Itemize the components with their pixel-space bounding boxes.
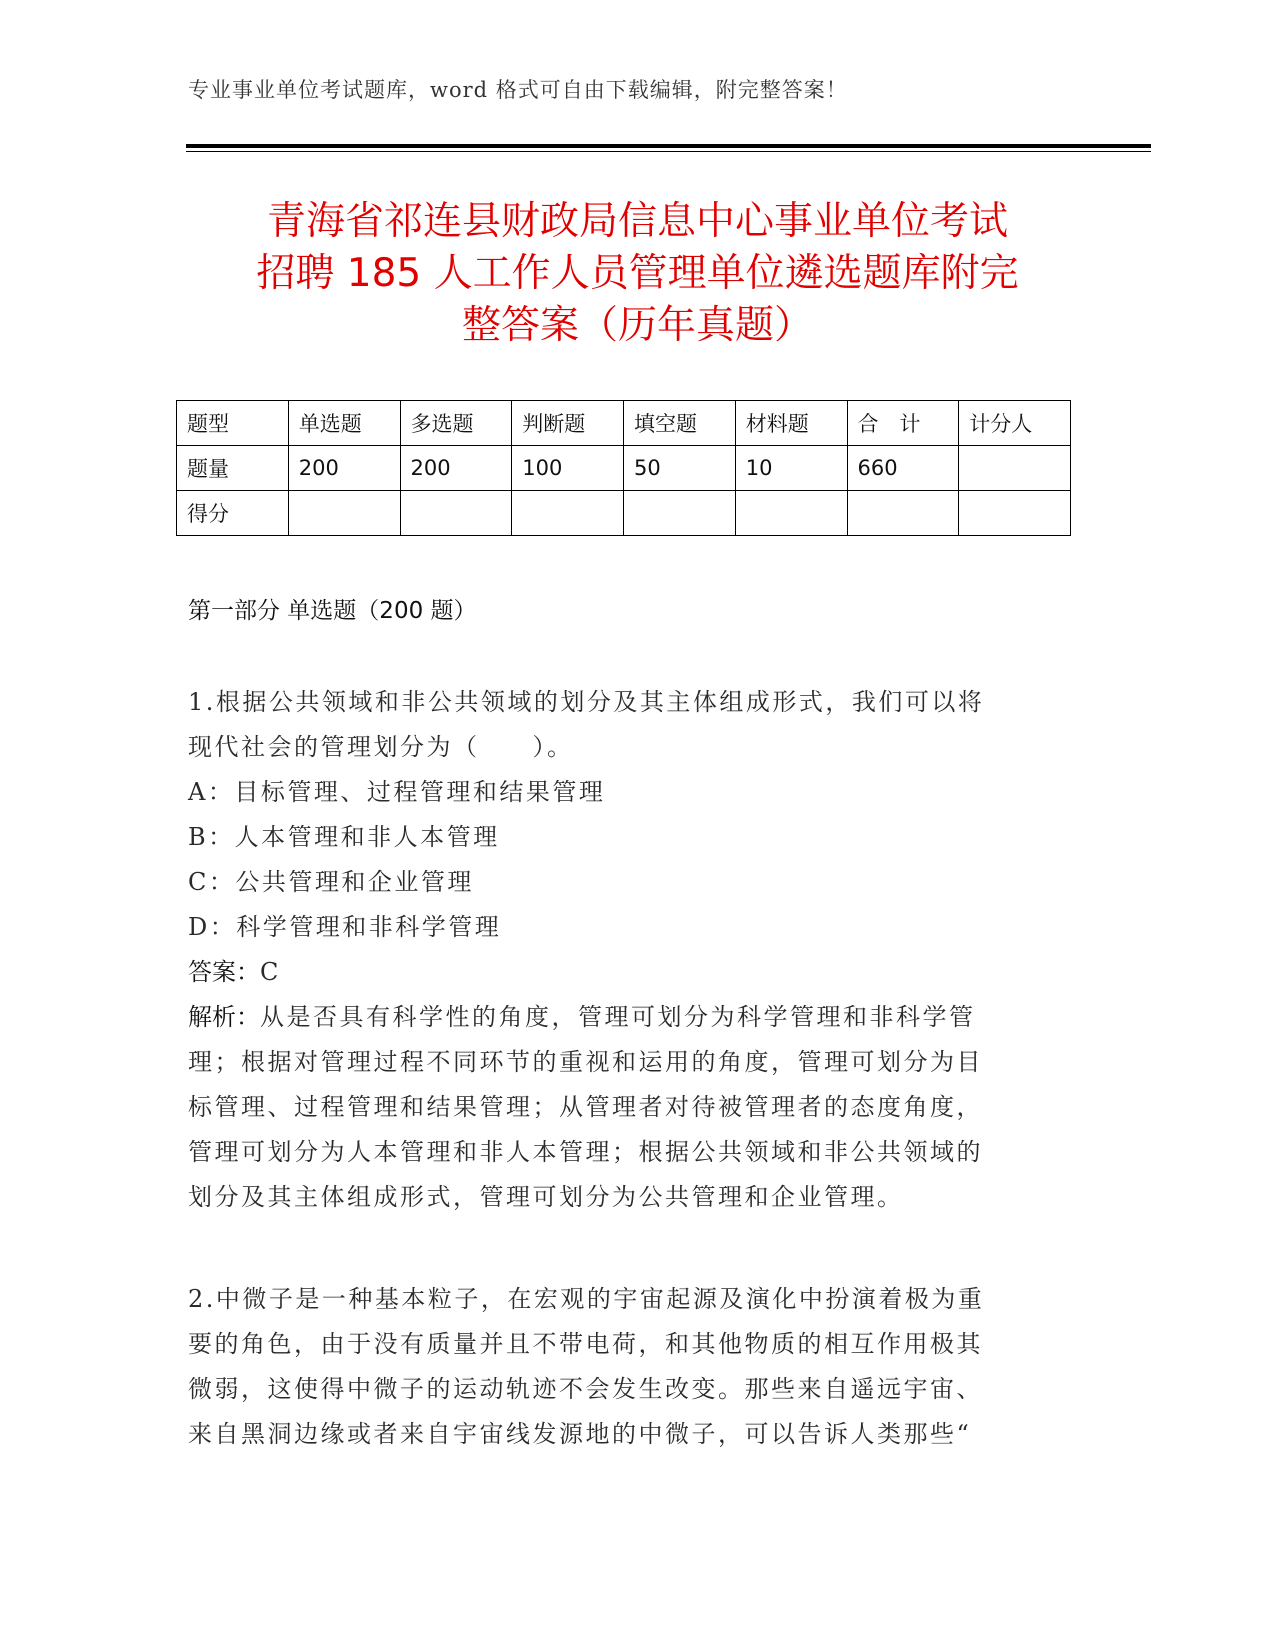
score-table-score-row	[177, 491, 1071, 536]
question-stem: 2.中微子是一种基本粒子，在宏观的宇宙起源及演化中扮演着极为重	[188, 1285, 985, 1313]
question-stem: 要的角色，由于没有质量并且不带电荷，和其他物质的相互作用极其	[188, 1330, 983, 1358]
option-b: B：人本管理和非人本管理	[188, 823, 500, 851]
question-2	[188, 1277, 1058, 1457]
header-cell: 材料题	[735, 401, 847, 446]
score-cell	[400, 491, 512, 536]
score-table-count-row	[177, 446, 1071, 491]
count-cell: 200	[400, 446, 512, 491]
question-stem: 微弱，这使得中微子的运动轨迹不会发生改变。那些来自遥远宇宙、	[188, 1375, 983, 1403]
score-cell	[288, 491, 400, 536]
header-note: 专业事业单位考试题库，word 格式可自由下载编辑，附完整答案！	[188, 78, 848, 102]
option-a: A：目标管理、过程管理和结果管理	[188, 778, 606, 806]
score-cell	[847, 491, 959, 536]
count-cell: 100	[512, 446, 624, 491]
count-cell: 10	[735, 446, 847, 491]
answer-value: C	[260, 958, 281, 986]
score-cell: 得分	[177, 491, 289, 536]
score-cell	[735, 491, 847, 536]
title-line-2: 招聘 185 人工作人员管理单位遴选题库附完	[256, 251, 1019, 296]
section-heading: 第一部分 单选题（200 题）	[188, 598, 477, 624]
question-stem: 1.根据公共领域和非公共领域的划分及其主体组成形式，我们可以将	[188, 688, 985, 716]
header-cell: 计分人	[959, 401, 1071, 446]
option-d: D：科学管理和非科学管理	[188, 913, 502, 941]
analysis-text: 标管理、过程管理和结果管理；从管理者对待被管理者的态度角度，	[188, 1093, 983, 1121]
count-cell: 题量	[177, 446, 289, 491]
answer-label: 答案：	[188, 958, 260, 986]
analysis-text: 划分及其主体组成形式，管理可划分为公共管理和企业管理。	[188, 1183, 904, 1211]
question-stem: 现代社会的管理划分为（ ）。	[188, 733, 574, 761]
header-cell: 判断题	[512, 401, 624, 446]
score-table-header-row	[177, 401, 1071, 446]
analysis-text: 管理可划分为人本管理和非人本管理；根据公共领域和非公共领域的	[188, 1138, 983, 1166]
header-cell: 填空题	[624, 401, 736, 446]
header-cell: 单选题	[288, 401, 400, 446]
document-title	[160, 196, 1115, 352]
score-cell	[959, 491, 1071, 536]
count-cell: 200	[288, 446, 400, 491]
count-cell: 660	[847, 446, 959, 491]
question-stem: 来自黑洞边缘或者来自宇宙线发源地的中微子，可以告诉人类那些“	[188, 1420, 972, 1448]
header-cell: 题型	[177, 401, 289, 446]
count-cell: 50	[624, 446, 736, 491]
score-cell	[624, 491, 736, 536]
header-rule-thick	[186, 144, 1151, 148]
question-1	[188, 680, 1058, 1220]
score-table	[176, 400, 1071, 536]
option-c: C：公共管理和企业管理	[188, 868, 474, 896]
title-line-1: 青海省祁连县财政局信息中心事业单位考试	[266, 199, 1008, 244]
title-line-3: 整答案（历年真题）	[461, 303, 813, 348]
analysis-line	[188, 995, 1058, 1040]
count-cell	[959, 446, 1071, 491]
analysis-text: 理；根据对管理过程不同环节的重视和运用的角度，管理可划分为目	[188, 1048, 983, 1076]
analysis-label: 解析：	[188, 1003, 260, 1031]
header-rule-thin	[186, 151, 1151, 152]
header-cell: 合 计	[847, 401, 959, 446]
score-cell	[512, 491, 624, 536]
analysis-text: 从是否具有科学性的角度，管理可划分为科学管理和非科学管	[260, 1003, 976, 1031]
header-cell: 多选题	[400, 401, 512, 446]
answer-line	[188, 950, 1058, 995]
